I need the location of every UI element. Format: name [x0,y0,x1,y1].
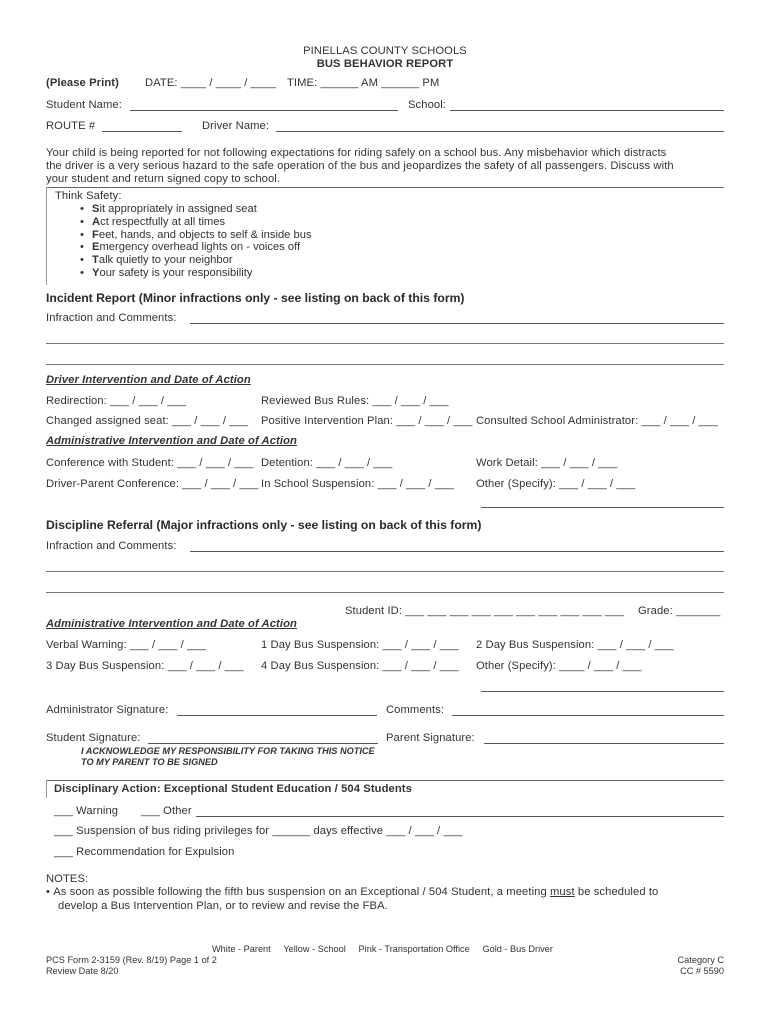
discipline-comments-line[interactable] [46,571,724,572]
incident-comments-line[interactable] [46,364,724,365]
ese-other-field[interactable] [196,816,724,817]
driver-parent-field[interactable]: Driver-Parent Conference: ___ / ___ / ___ [46,478,259,490]
school-label: School: [408,99,447,111]
incident-comments-line[interactable] [46,343,724,344]
safety-item: • Emergency overhead lights on - voices off [80,241,312,254]
intro-line: your student and return signed copy to school. [46,173,281,186]
incident-comments-label: Infraction and Comments: [46,312,177,324]
reviewed-rules-field[interactable]: Reviewed Bus Rules: ___ / ___ / ___ [261,395,449,407]
admin-comments-field[interactable] [452,715,724,716]
admin-comments-label: Comments: [386,704,445,716]
notes-must: must [550,886,575,898]
verbal-warning-field[interactable]: Verbal Warning: ___ / ___ / ___ [46,639,207,651]
grade-field[interactable]: Grade: _______ [638,605,721,617]
cc-number: CC # 5590 [680,966,724,976]
discipline-comments-line[interactable] [46,592,724,593]
copy-distribution: White - Parent Yellow - School Pink - Transportation Office Gold - Bus Driver [212,944,553,954]
admin-intervention-heading: Administrative Intervention and Date of Action [46,435,297,447]
route-field[interactable] [102,131,182,132]
ese-divider [46,780,724,781]
intro-line: Your child is being reported for not following expectations for riding safely on a school bus. Any misbehavior which distracts [46,147,667,159]
conference-field[interactable]: Conference with Student: ___ / ___ / ___ [46,457,254,469]
student-signature-label: Student Signature: [46,732,141,744]
one-day-suspension-field[interactable]: 1 Day Bus Suspension: ___ / ___ / ___ [261,639,459,651]
ese-expulsion-option[interactable]: ___ Recommendation for Expulsion [54,846,235,858]
student-id-field[interactable]: Student ID: ___ ___ ___ ___ ___ ___ ___ ___ ___ ___ [345,605,624,617]
category-label: Category C [677,955,724,965]
ese-heading: Disciplinary Action: Exceptional Student Education / 504 Students [54,783,412,795]
please-print-label: (Please Print) [46,77,119,89]
driver-name-label: Driver Name: [202,120,270,132]
discipline-other-field[interactable]: Other (Specify): ____ / ___ / ___ [476,660,642,672]
parent-signature-label: Parent Signature: [386,732,475,744]
discipline-heading: Discipline Referral (Major infractions only - see listing on back of this form) [46,518,482,532]
discipline-admin-heading: Administrative Intervention and Date of Action [46,618,297,630]
safety-item: • Talk quietly to your neighbor [80,254,312,267]
ese-suspension-option[interactable]: ___ Suspension of bus riding privileges for ______ days effective ___ / ___ / ___ [54,825,463,837]
safety-item: • Feet, hands, and objects to self & inside bus [80,229,312,242]
driver-name-field[interactable] [276,131,724,132]
review-date: Review Date 8/20 [46,966,119,976]
student-signature-field[interactable] [148,743,378,744]
time-field[interactable]: TIME: ______ AM ______ PM [287,77,440,89]
safety-item: • Act respectfully at all times [80,216,312,229]
date-field[interactable]: DATE: ____ / ____ / ____ [145,77,276,89]
admin-signature-field[interactable] [177,715,377,716]
school-field[interactable] [450,110,724,111]
discipline-other-line[interactable] [481,691,724,692]
discipline-comments-label: Infraction and Comments: [46,540,177,552]
form-number: PCS Form 2-3159 (Rev. 8/19) Page 1 of 2 [46,955,217,965]
safety-item: • Your safety is your responsibility [80,267,312,280]
intro-divider [46,187,724,188]
notes-line: • As soon as possible following the fifth bus suspension on an Exceptional / 504 Student, a meeting must be scheduled to [46,886,659,898]
think-safety-heading: Think Safety: [55,190,122,202]
route-label: ROUTE # [46,120,96,132]
ese-box-edge [46,780,47,798]
incident-heading: Incident Report (Minor infractions only - see listing on back of this form) [46,291,465,305]
driver-intervention-heading: Driver Intervention and Date of Action [46,374,251,386]
four-day-suspension-field[interactable]: 4 Day Bus Suspension: ___ / ___ / ___ [261,660,459,672]
detention-field[interactable]: Detention: ___ / ___ / ___ [261,457,393,469]
notes-heading: NOTES: [46,873,89,885]
intro-paragraph [46,147,674,187]
notes-line: develop a Bus Intervention Plan, or to review and revise the FBA. [58,900,388,912]
ese-other-option[interactable]: ___ Other [141,805,192,817]
incident-other-field[interactable]: Other (Specify): ___ / ___ / ___ [476,478,636,490]
acknowledgement-line: TO MY PARENT TO BE SIGNED [81,757,218,767]
consulted-admin-field[interactable]: Consulted School Administrator: ___ / ___ / ___ [476,415,718,427]
three-day-suspension-field[interactable]: 3 Day Bus Suspension: ___ / ___ / ___ [46,660,244,672]
redirection-field[interactable]: Redirection: ___ / ___ / ___ [46,395,187,407]
acknowledgement-line: I ACKNOWLEDGE MY RESPONSIBILITY FOR TAKING THIS NOTICE [81,746,375,756]
incident-comments-field[interactable] [190,323,724,324]
discipline-comments-field[interactable] [190,551,724,552]
in-school-suspension-field[interactable]: In School Suspension: ___ / ___ / ___ [261,478,454,490]
incident-other-line[interactable] [481,507,724,508]
ese-warning-option[interactable]: ___ Warning [54,805,119,817]
work-detail-field[interactable]: Work Detail: ___ / ___ / ___ [476,457,618,469]
form-title: BUS BEHAVIOR REPORT [316,58,454,70]
admin-signature-label: Administrator Signature: [46,704,169,716]
two-day-suspension-field[interactable]: 2 Day Bus Suspension: ___ / ___ / ___ [476,639,674,651]
safety-item: • Sit appropriately in assigned seat [80,203,312,216]
student-name-label: Student Name: [46,99,122,111]
positive-plan-field[interactable]: Positive Intervention Plan: ___ / ___ / ___ [261,415,473,427]
intro-line: the driver is a very serious hazard to the safe operation of the bus and jeopardizes the safety of all passengers. Discuss with [46,160,674,173]
parent-signature-field[interactable] [484,743,724,744]
safety-box-edge [46,187,47,285]
student-name-field[interactable] [130,110,398,111]
district-name: PINELLAS COUNTY SCHOOLS [303,45,467,57]
think-safety-list [80,203,312,280]
changed-seat-field[interactable]: Changed assigned seat: ___ / ___ / ___ [46,415,249,427]
